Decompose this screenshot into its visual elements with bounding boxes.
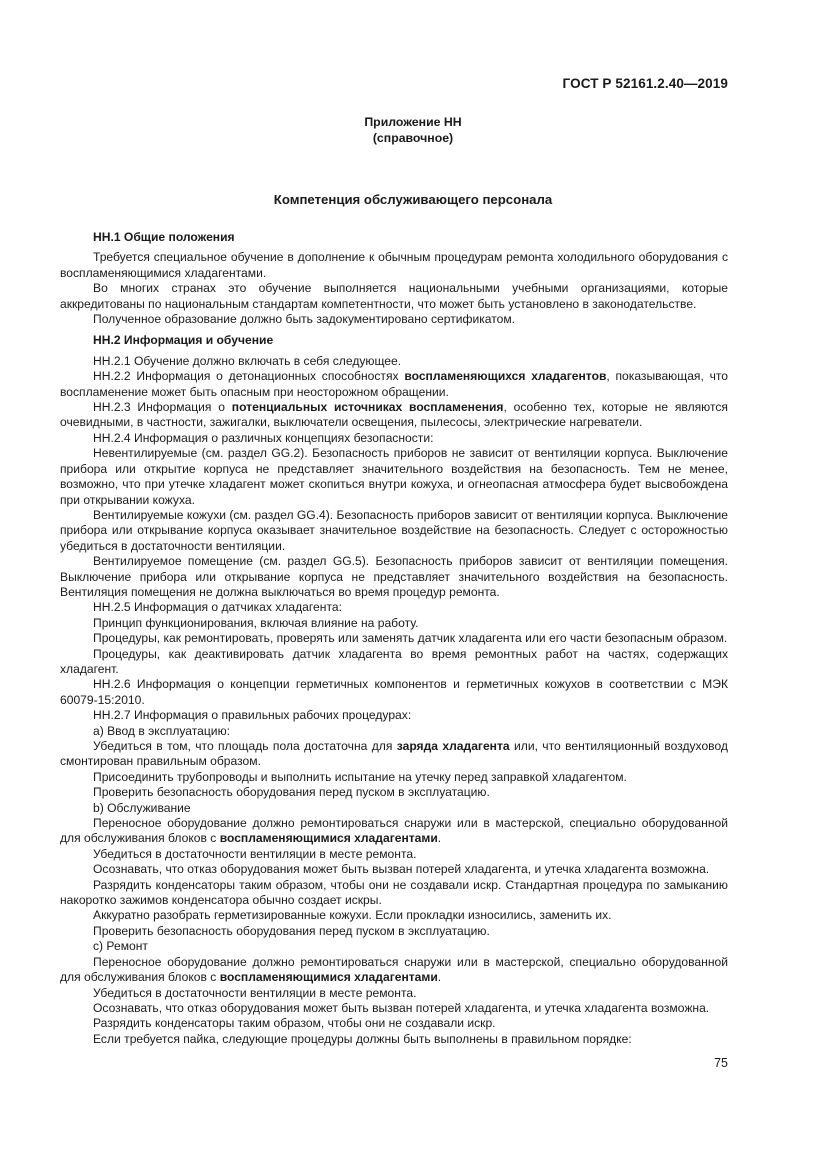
text-run: Требуется специальное обучение в дополнение к обычным процедурам ремонта холодильного оборудования с воспламеняющимися хладагентами. — [60, 250, 728, 280]
text-run: a) Ввод в эксплуатацию: — [93, 723, 230, 738]
paragraph — [60, 600, 728, 615]
text-run: Переносное оборудование должно ремонтироваться снаружи или в мастерской, специально оборудованной для обслуживания блоков с — [60, 954, 728, 985]
text-run: Убедиться в достаточности вентиляции в месте ремонта. — [93, 846, 417, 861]
paragraph — [60, 554, 728, 600]
text-run: Процедуры, как ремонтировать, проверять или заменять датчик хладагента или его части безопасным образом. — [93, 631, 728, 646]
paragraph — [60, 939, 728, 954]
bold-term: воспламеняющимися хладагентами — [219, 970, 438, 985]
text-run: Убедиться в том, что площадь пола достаточна для — [93, 739, 397, 753]
standard-code-header: ГОСТ Р 52161.2.40—2019 — [562, 76, 728, 91]
document-body — [60, 230, 728, 1047]
paragraph — [60, 1032, 728, 1047]
paragraph — [60, 369, 728, 400]
text-run: c) Ремонт — [93, 939, 148, 954]
appendix-heading — [0, 114, 826, 146]
text-run: НН.2.1 Обучение должно включать в себя следующее. — [93, 353, 402, 368]
paragraph — [60, 908, 728, 923]
text-run: . — [437, 831, 442, 846]
page-number: 75 — [714, 1056, 728, 1070]
text-run: Во многих странах это обучение выполняется национальными учебными организациями, которые аккредитованы по национальным стандартам компетентности, что может быть установлено в законодательстве. — [60, 281, 728, 311]
text-run: Если требуется пайка, следующие процедуры должны быть выполнены в правильном порядке: — [93, 1031, 632, 1046]
paragraph — [60, 878, 728, 909]
text-run: Переносное оборудование должно ремонтироваться снаружи или в мастерской, специально оборудованной для обслуживания блоков с — [60, 816, 728, 846]
paragraph — [60, 1016, 728, 1031]
paragraph — [60, 770, 728, 785]
text-run: НН.2.6 Информация о концепции герметичных компонентов и герметичных кожухов в соответствии с МЭК 60079-15:2010. — [60, 677, 728, 707]
text-run: , показывающая, что воспламенение может быть опасным при неосторожном обращении. — [60, 369, 729, 399]
text-run: Вентилируемое помещение (см. раздел GG.5). Безопасность приборов зависит от вентиляции помещения. Выключение прибора или открывание корпуса не представляет значительного воздействия на безопасность. Вентиляция помещения не должна выключаться во время процедур ремонта. — [60, 554, 728, 599]
text-run: Осознавать, что отказ оборудования может быть вызван потерей хладагента, и утечка хладагента возможна. — [93, 1000, 710, 1015]
text-run: Разрядить конденсаторы таким образом, чтобы они не создавали искр. — [93, 1016, 496, 1031]
bold-term: заряда хладагента — [396, 739, 510, 753]
paragraph — [60, 312, 728, 327]
paragraph — [60, 739, 728, 770]
paragraph — [60, 816, 728, 847]
bold-term: потенциальных источниках воспламенения — [231, 400, 504, 415]
text-run: Осознавать, что отказ оборудования может быть вызван потерей хладагента, и утечка хладагента возможна. — [93, 862, 710, 877]
paragraph — [60, 508, 728, 554]
paragraph — [60, 801, 728, 816]
paragraph — [60, 250, 728, 281]
section-title: НН.1 Общие положения — [93, 230, 235, 244]
paragraph — [60, 354, 728, 369]
text-run: Принцип функционирования, включая влияние на работу. — [93, 615, 419, 630]
paragraph — [60, 785, 728, 800]
text-run: или, что вентиляционный воздуховод смонтирован правильным образом. — [60, 739, 728, 769]
paragraph — [60, 281, 728, 312]
text-run: НН.2.5 Информация о датчиках хладагента: — [93, 600, 342, 615]
paragraph — [60, 446, 728, 508]
paragraph — [60, 955, 728, 986]
text-run: . — [437, 970, 442, 985]
paragraph — [60, 708, 728, 723]
paragraph — [60, 677, 728, 708]
text-run: НН.2.3 Информация о — [93, 400, 232, 415]
paragraph — [60, 847, 728, 862]
text-run: Присоединить трубопроводы и выполнить испытание на утечку перед заправкой хладагентом. — [93, 769, 627, 784]
section-title: НН.2 Информация и обучение — [93, 333, 274, 348]
appendix-title: Приложение НН — [364, 115, 462, 129]
text-run: Полученное образование должно быть задокументировано сертификатом. — [93, 312, 516, 327]
text-run: Невентилируемые (см. раздел GG.2). Безопасность приборов не зависит от вентиляции корпуса. Выключение прибора или открытие корпуса не представляет значительного воздействия на безопасность. Тем не менее, возможно, что при утечке хладагент может скопиться внутри кожуха, и огнеопасная атмосфера будет высвобождена при открывании кожуха. — [60, 446, 728, 507]
text-run: Проверить безопасность оборудования перед пуском в эксплуатацию. — [93, 785, 490, 800]
text-run: Вентилируемые кожухи (см. раздел GG.4). Безопасность приборов зависит от вентиляции корпуса. Выключение прибора или открывание корпуса оказывает значительное воздействие на безопасность. Следует с осторожностью убедиться в достаточности вентиляции. — [60, 507, 728, 553]
text-run: Аккуратно разобрать герметизированные кожухи. Если прокладки износились, заменить их. — [93, 908, 612, 923]
paragraph — [60, 431, 728, 446]
paragraph — [60, 1001, 728, 1016]
text-run: Процедуры, как деактивировать датчик хладагента во время ремонтных работ на частях, содержащих хладагент. — [60, 646, 728, 676]
text-run: Убедиться в достаточности вентиляции в месте ремонта. — [93, 985, 417, 1000]
paragraph — [60, 631, 728, 646]
paragraph — [60, 400, 728, 431]
text-run: , особенно тех, которые не являются очевидными, в частности, зажигалки, выключатели освещения, пылесосы, электрические нагреватели. — [60, 400, 728, 430]
paragraph — [60, 986, 728, 1001]
paragraph — [60, 724, 728, 739]
main-title: Компетенция обслуживающего персонала — [273, 192, 553, 207]
appendix-subtitle: (справочное) — [372, 131, 454, 145]
text-run: НН.2.2 Информация о детонационных способностях — [93, 369, 405, 384]
bold-term: воспламеняющихся хладагентов — [404, 369, 607, 384]
paragraph — [60, 647, 728, 678]
paragraph — [60, 924, 728, 939]
text-run: Проверить безопасность оборудования перед пуском в эксплуатацию. — [93, 923, 490, 938]
paragraph — [60, 616, 728, 631]
text-run: Разрядить конденсаторы таким образом, чтобы они не создавали искр. Стандартная процедура по замыканию накоротко зажимов конденсатора обычно создает искры. — [60, 877, 728, 908]
bold-term: воспламеняющимися хладагентами — [219, 831, 438, 846]
text-run: НН.2.4 Информация о различных концепциях безопасности: — [93, 430, 434, 445]
text-run: b) Обслуживание — [93, 800, 191, 815]
text-run: НН.2.7 Информация о правильных рабочих процедурах: — [93, 708, 412, 723]
paragraph — [60, 862, 728, 877]
